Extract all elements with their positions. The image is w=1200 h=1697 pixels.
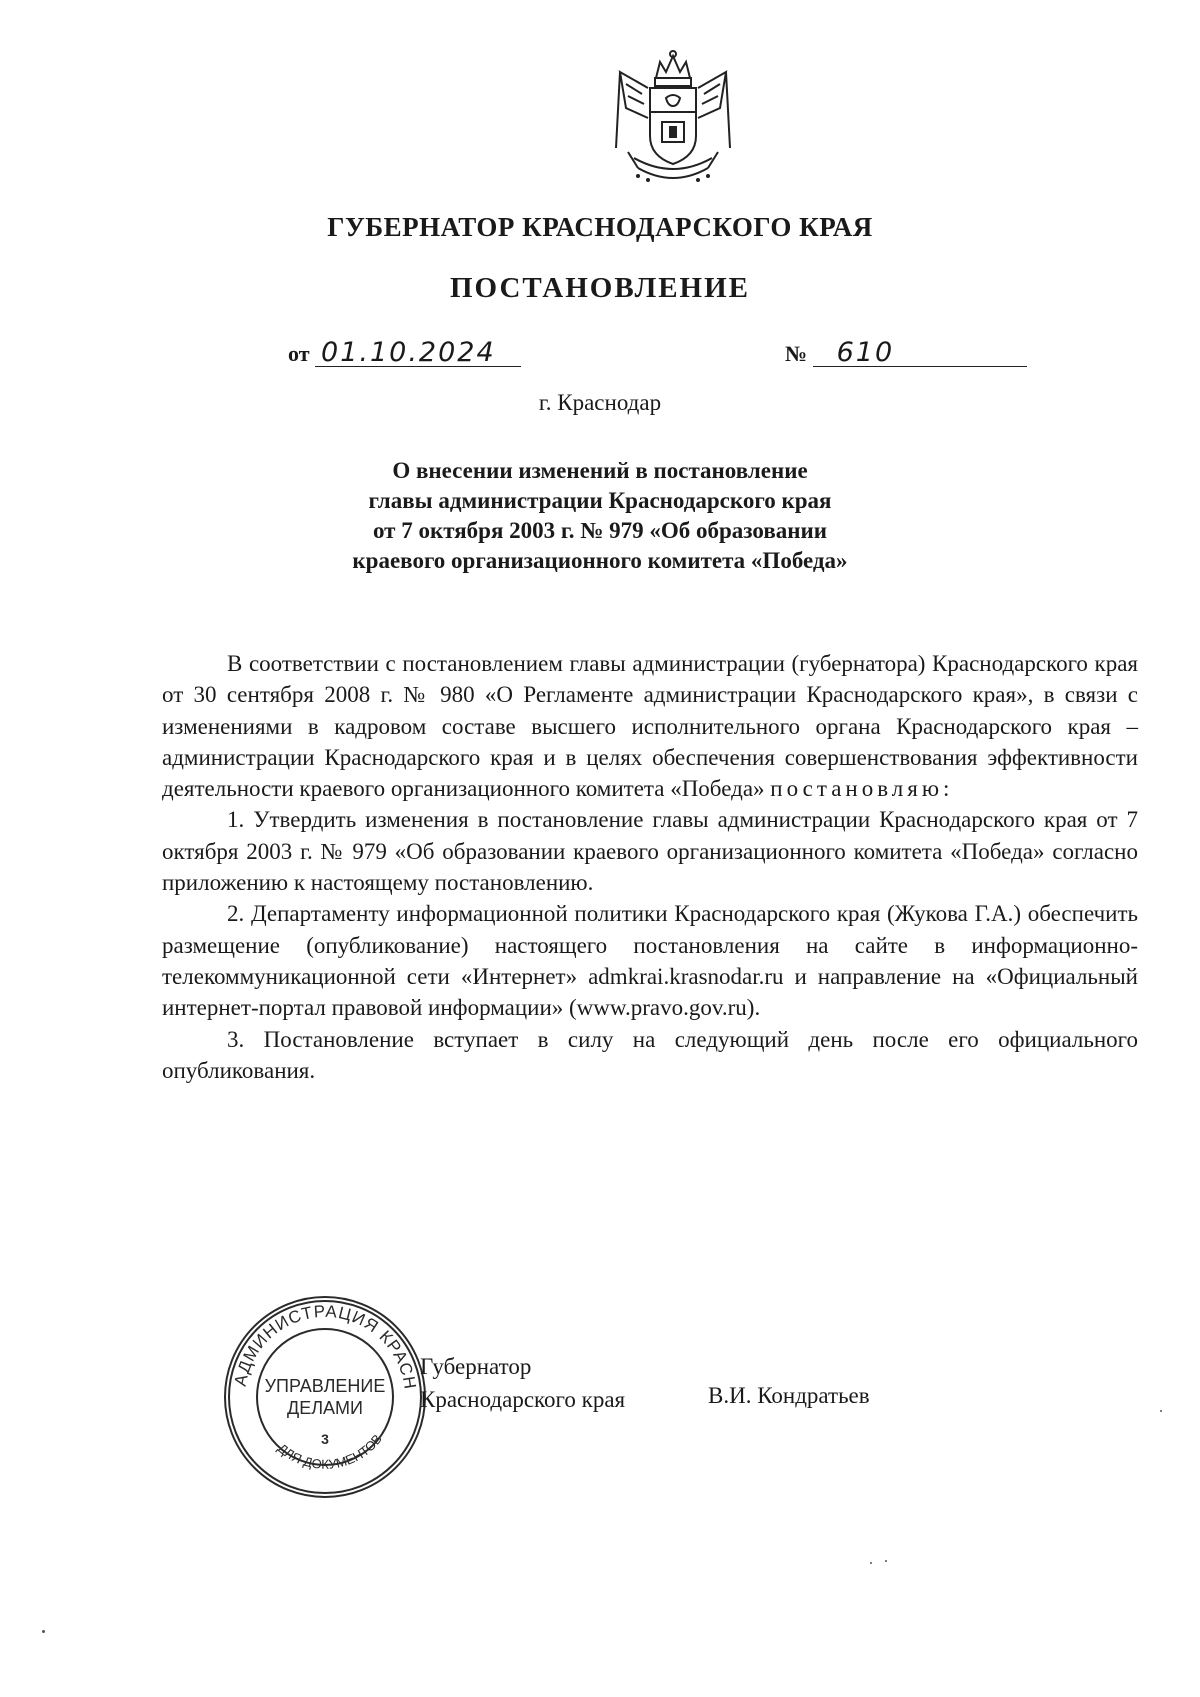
official-stamp bbox=[220, 1292, 430, 1502]
preamble-paragraph bbox=[162, 648, 1138, 804]
scan-speck bbox=[1160, 1410, 1162, 1412]
scan-speck bbox=[42, 1630, 45, 1633]
scan-speck bbox=[870, 1562, 872, 1564]
svg-text:ДЕЛАМИ: ДЕЛАМИ bbox=[287, 1398, 363, 1418]
list-item: 2. Департаменту информационной политики Краснодарского края (Жукова Г.А.) обеспечить размещение (опубликование) настоящего постановления на сайте в информационно-телекоммуникационной сети «Интернет» admkrai.krasnodar.ru и направление на «Официальный интернет-портал правовой информации» (www.pravo.gov.ru). bbox=[162, 901, 1138, 1021]
position-line: Губернатор bbox=[420, 1354, 532, 1379]
svg-text:ДЛЯ ДОКУМЕНТОВ: ДЛЯ ДОКУМЕНТОВ bbox=[274, 1431, 385, 1472]
signatory-name: В.И. Кондратьев bbox=[708, 1383, 870, 1408]
svg-text:УПРАВЛЕНИЕ: УПРАВЛЕНИЕ bbox=[264, 1376, 386, 1396]
list-item: 3. Постановление вступает в силу на следующий день после его официального опубликования. bbox=[162, 1026, 1138, 1083]
signatory-position bbox=[420, 1350, 625, 1416]
coat-of-arms-icon bbox=[608, 48, 738, 190]
decree-word: постановляю: bbox=[770, 776, 954, 802]
svg-text:АДМИНИСТРАЦИЯ КРАСНОДАРСКОГО К: АДМИНИСТРАЦИЯ КРАСН bbox=[230, 1301, 420, 1392]
number-prefix: № bbox=[785, 341, 808, 366]
number-line bbox=[785, 337, 1027, 368]
document-type: ПОСТАНОВЛЕНИЕ bbox=[449, 272, 750, 304]
svg-text:3: 3 bbox=[321, 1431, 329, 1447]
title-line: краевого организационного комитета «Победа» bbox=[352, 548, 848, 573]
title-line: от 7 октября 2003 г. № 979 «Об образовании bbox=[372, 518, 828, 543]
handwritten-date: 01.10.2024 bbox=[315, 340, 521, 367]
document-title bbox=[200, 456, 1000, 576]
date-line bbox=[288, 337, 521, 368]
title-line: О внесении изменений в постановление bbox=[392, 458, 808, 483]
date-prefix: от bbox=[288, 341, 310, 366]
preamble-text: В соответствии с постановлением главы администрации (губернатора) Краснодарского края от 30 сентября 2008 г. № 980 «О Регламенте администрации Краснодарского края», в связи с изменениями в кадровом составе высшего исполнительного органа Краснодарского края – администрации Краснодарского края и в целях обеспечения совершенствования эффективности деятельности краевого организационного комитета «Победа» bbox=[162, 651, 1138, 802]
document-body bbox=[162, 648, 1138, 1086]
position-line: Краснодарского края bbox=[420, 1387, 626, 1412]
issuing-authority: ГУБЕРНАТОР КРАСНОДАРСКОГО КРАЯ bbox=[327, 212, 873, 242]
scan-speck bbox=[885, 1560, 887, 1562]
handwritten-number: 610 bbox=[813, 340, 1027, 367]
city: г. Краснодар bbox=[538, 390, 662, 415]
list-item: 1. Утвердить изменения в постановление главы администрации Краснодарского края от 7 октября 2003 г. № 979 «Об образовании краевого организационного комитета «Победа» согласно приложению к настоящему постановлению. bbox=[162, 807, 1138, 896]
title-line: главы администрации Краснодарского края bbox=[368, 488, 832, 513]
